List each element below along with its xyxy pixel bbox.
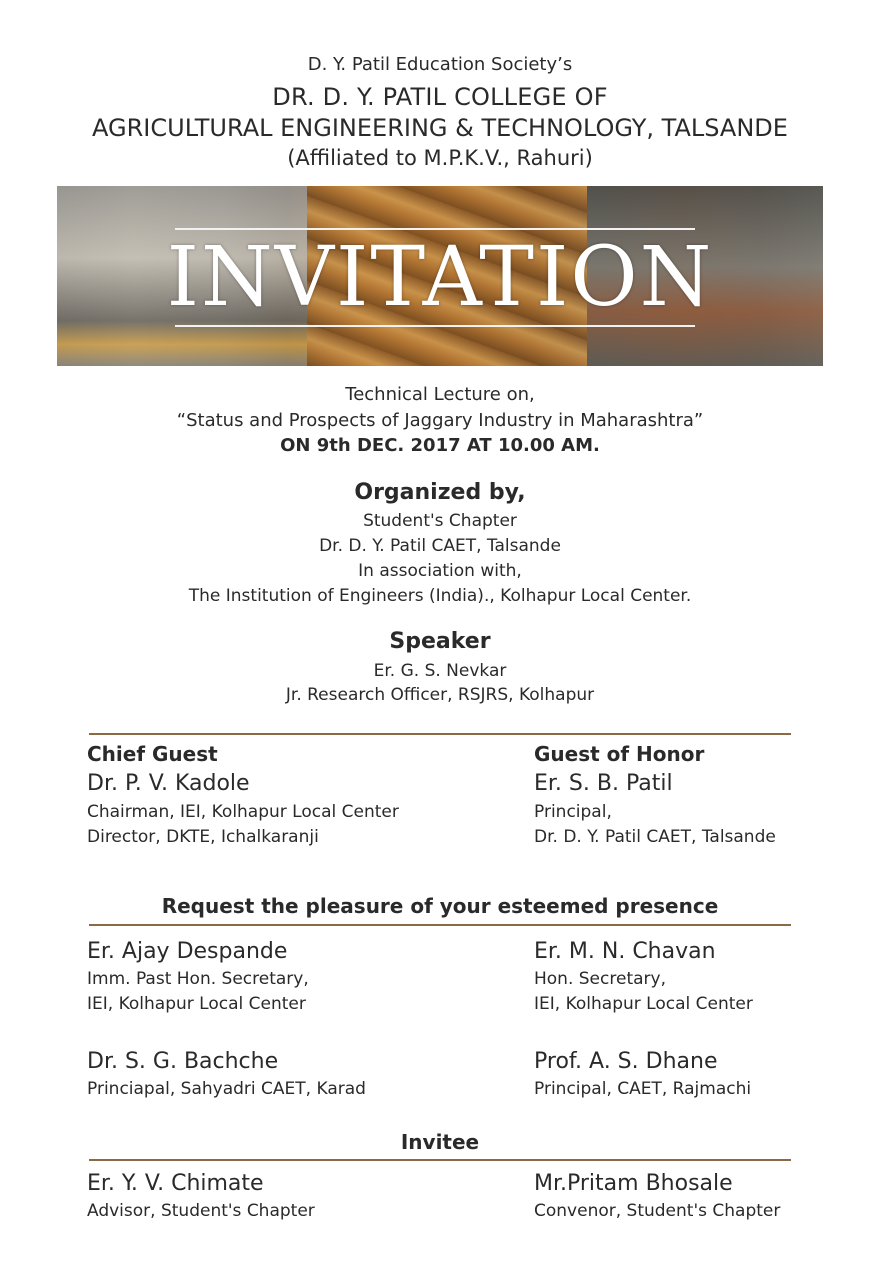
invitee-detail: Convenor, Student's Chapter [534,1201,781,1221]
organizer-line: Student's Chapter [363,511,517,531]
presence-person-detail: IEI, Kolhapur Local Center [534,994,753,1014]
divider [89,1159,791,1161]
invitation-title: INVITATION [166,230,714,325]
request-heading: Request the pleasure of your esteemed presence [161,894,719,918]
organizer-line: Dr. D. Y. Patil CAET, Talsande [319,536,561,556]
presence-person-name: Er. M. N. Chavan [534,939,716,964]
presence-person-name: Dr. S. G. Bachche [87,1049,279,1074]
college-name-line1: DR. D. Y. PATIL COLLEGE OF [272,83,608,111]
banner-rule-bottom [175,325,695,327]
invitee-detail: Advisor, Student's Chapter [87,1201,315,1221]
guest-of-honor-detail: Dr. D. Y. Patil CAET, Talsande [534,827,776,847]
speaker-heading: Speaker [389,629,491,654]
invitation-banner [57,186,823,366]
divider [89,924,791,926]
presence-person-detail: IEI, Kolhapur Local Center [87,994,306,1014]
guest-of-honor-name: Er. S. B. Patil [534,771,673,796]
invitee-heading: Invitee [400,1130,480,1154]
presence-person-name: Prof. A. S. Dhane [534,1049,718,1074]
chief-guest-heading: Chief Guest [87,742,218,766]
guest-of-honor-detail: Principal, [534,802,612,822]
presence-person-detail: Imm. Past Hon. Secretary, [87,969,309,989]
lecture-intro: Technical Lecture on, [345,384,535,405]
society-name: D. Y. Patil Education Society’s [307,54,573,75]
presence-person-detail: Princiapal, Sahyadri CAET, Karad [87,1079,366,1099]
guest-of-honor-heading: Guest of Honor [534,742,705,766]
speaker-name: Er. G. S. Nevkar [373,661,507,681]
college-name-line2: AGRICULTURAL ENGINEERING & TECHNOLOGY, TALSANDE [92,114,788,142]
speaker-title: Jr. Research Officer, RSJRS, Kolhapur [285,685,595,705]
organizer-line: The Institution of Engineers (India)., Kolhapur Local Center. [188,586,692,606]
chief-guest-detail: Director, DKTE, Ichalkaranji [87,827,319,847]
invitee-name: Er. Y. V. Chimate [87,1171,264,1196]
organizer-line: In association with, [358,561,522,581]
chief-guest-name: Dr. P. V. Kadole [87,771,250,796]
presence-person-detail: Hon. Secretary, [534,969,666,989]
lecture-topic: “Status and Prospects of Jaggary Industry in Maharashtra” [176,410,704,431]
affiliation: (Affiliated to M.P.K.V., Rahuri) [287,146,593,170]
divider [89,733,791,735]
organized-by-heading: Organized by, [354,480,526,505]
chief-guest-detail: Chairman, IEI, Kolhapur Local Center [87,802,399,822]
lecture-datetime: ON 9th DEC. 2017 AT 10.00 AM. [280,435,600,456]
presence-person-name: Er. Ajay Despande [87,939,288,964]
presence-person-detail: Principal, CAET, Rajmachi [534,1079,752,1099]
invitee-name: Mr.Pritam Bhosale [534,1171,733,1196]
